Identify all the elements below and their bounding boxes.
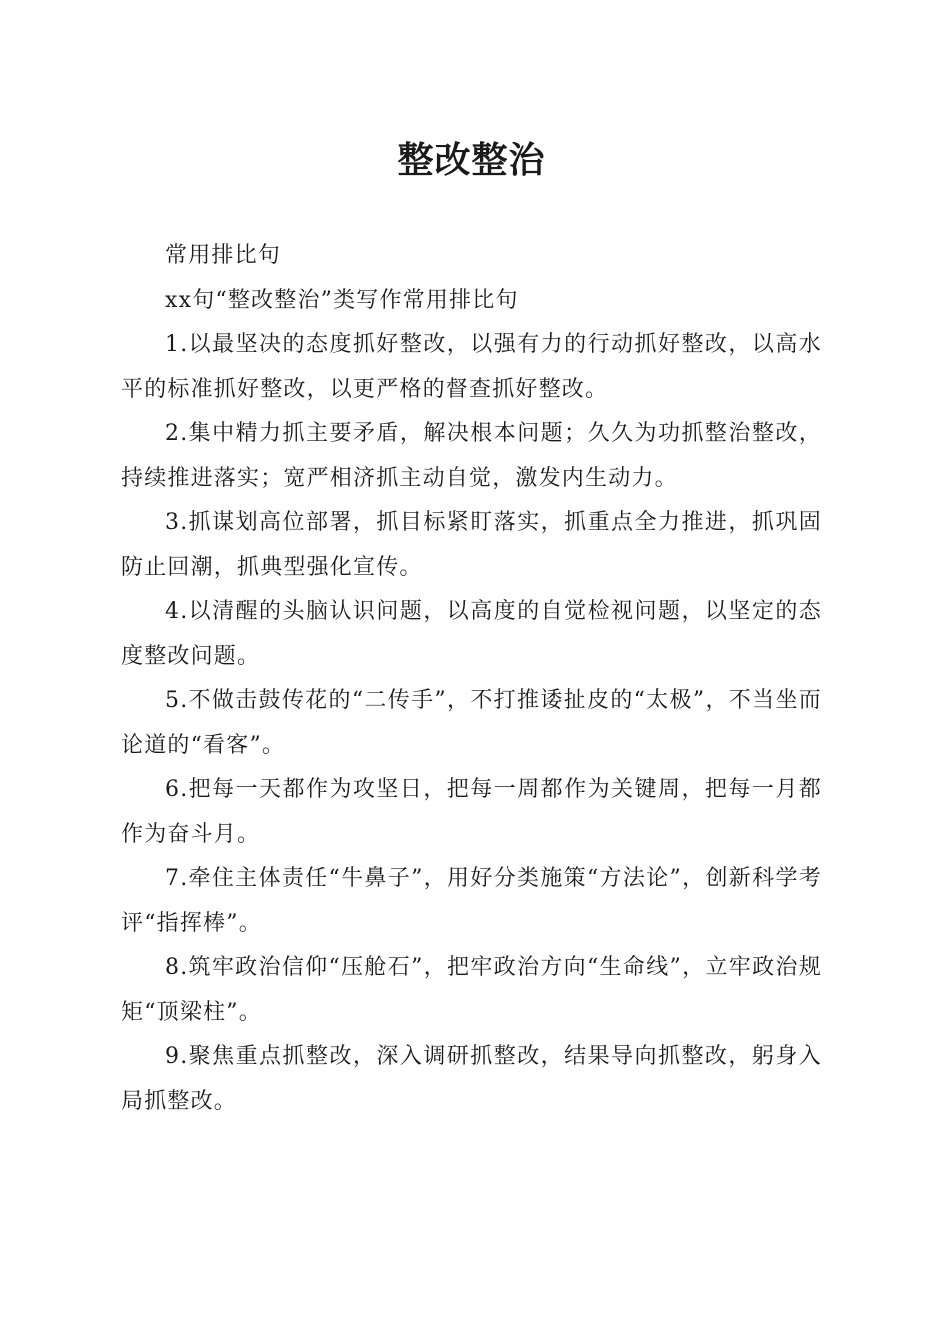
paragraph-item-3: 3.抓谋划高位部署，抓目标紧盯落实，抓重点全力推进，抓巩固防止回潮，抓典型强化宣传。 [121, 510, 822, 580]
paragraph-item-8: 8.筑牢政治信仰“压舱石”，把牢政治方向“生命线”，立牢政治规矩“顶梁柱”。 [121, 955, 822, 1025]
paragraph-item-5: 5.不做击鼓传花的“二传手”，不打推诿扯皮的“太极”，不当坐而论道的“看客”。 [121, 688, 822, 758]
paragraph-item-6: 6.把每一天都作为攻坚日，把每一周都作为关键周，把每一月都作为奋斗月。 [121, 777, 822, 847]
paragraph-item-9: 9.聚焦重点抓整改，深入调研抓整改，结果导向抓整改，躬身入局抓整改。 [121, 1044, 822, 1114]
paragraph-heading: xx句“整改整治”类写作常用排比句 [165, 287, 519, 313]
paragraph-item-7: 7.牵住主体责任“牛鼻子”，用好分类施策“方法论”，创新科学考评“指挥棒”。 [121, 866, 822, 936]
document-title: 整改整治 [397, 139, 546, 181]
paragraph-item-1: 1.以最坚决的态度抓好整改，以强有力的行动抓好整改，以高水平的标准抓好整改，以更严格的督查抓好整改。 [121, 332, 822, 402]
paragraph-subtitle: 常用排比句 [165, 243, 282, 268]
paragraph-item-4: 4.以清醒的头脑认识问题，以高度的自觉检视问题，以坚定的态度整改问题。 [121, 599, 822, 669]
paragraph-item-2: 2.集中精力抓主要矛盾，解决根本问题；久久为功抓整治整改，持续推进落实；宽严相济抓主动自觉，激发内生动力。 [121, 421, 822, 491]
